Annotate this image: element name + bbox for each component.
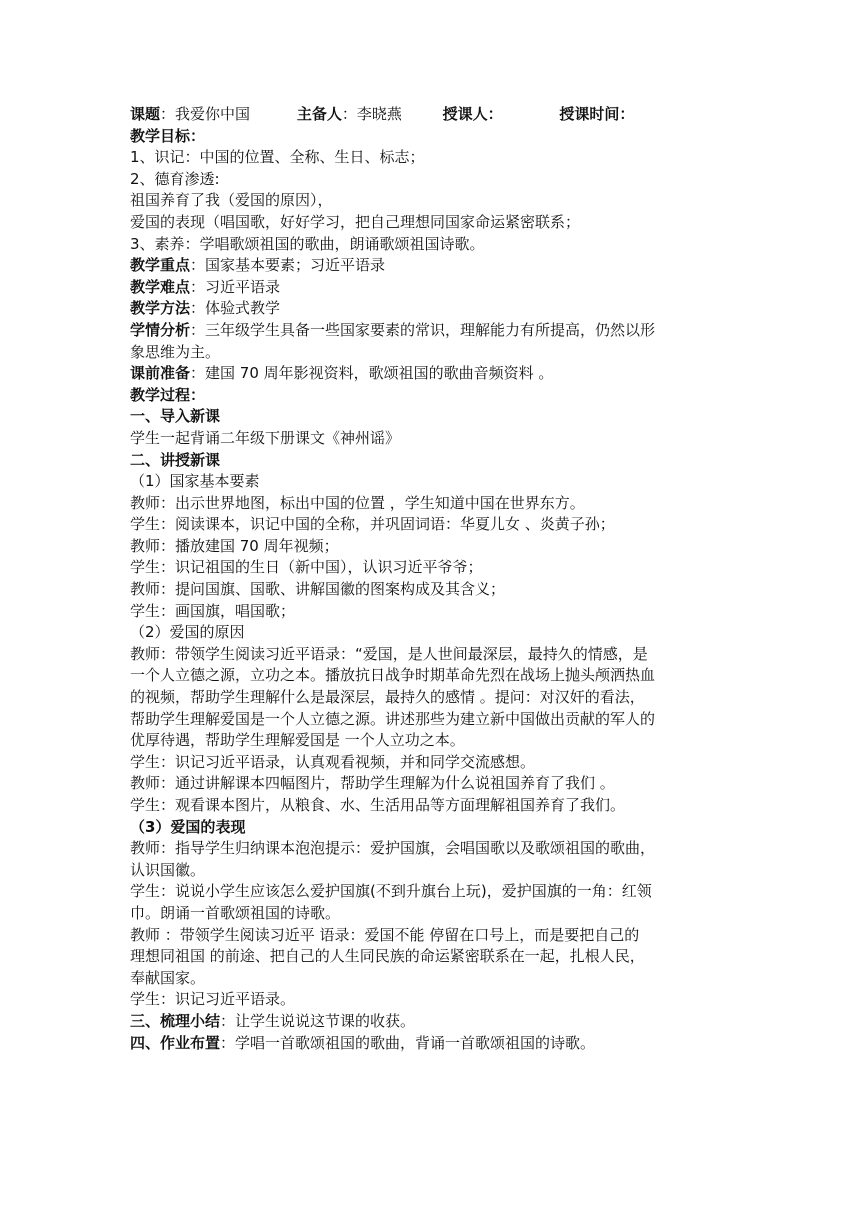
teacher-label: 授课人：	[442, 105, 503, 123]
prep-row	[130, 363, 762, 385]
part-2-line: 帮助学生理解爱国是一个人立德之源。讲述那些为建立新中国做出贡献的军人的	[130, 709, 656, 728]
part-2-heading: （2）爱国的原因	[130, 623, 245, 642]
section-1-heading: 一、导入新课	[130, 407, 221, 426]
topic-value: ：我爱你中国	[160, 105, 251, 123]
section-4-value: ：学唱一首歌颂祖国的歌曲，背诵一首歌颂祖国的诗歌。	[220, 1033, 596, 1052]
analysis-continuation: 象思维为主。	[130, 342, 221, 361]
part-3-line: 教师 ：带领学生阅读习近平 语录：爱国不能 停留在口号上，而是要把自己的	[130, 925, 640, 944]
part-3-line: 认识国徽。	[130, 860, 206, 879]
difficulty-value: ：习近平语录	[190, 277, 281, 296]
topic-label: 课题	[130, 105, 161, 123]
preparer-label: 主备人	[296, 105, 342, 123]
part-1-line: 学生：识记祖国的生日（新中国），认识习近平爷爷；	[130, 558, 483, 577]
time-label: 授课时间：	[559, 105, 635, 123]
method-label: 教学方法	[130, 299, 191, 318]
part-1-line: 学生：画国旗，唱国歌；	[130, 601, 296, 620]
difficulty-label: 教学难点	[130, 277, 191, 296]
goal-item-2b: 爱国的表现（唱国歌，好好学习，把自己理想同国家命运紧密联系；	[130, 212, 581, 231]
goals-heading: 教学目标：	[130, 126, 206, 145]
part-2-line: 教师：通过讲解课本四幅图片，帮助学生理解为什么说祖国养育了我们 。	[130, 774, 615, 793]
part-3-heading: （3）爱国的表现	[130, 817, 246, 836]
preparer-value: ：李晓燕	[341, 105, 402, 123]
lesson-plan-document	[130, 104, 762, 1054]
topic-field	[130, 104, 250, 126]
goal-item-1: 1、识记：中国的位置、全称、生日、标志；	[130, 148, 425, 167]
part-3-line: 学生：识记习近平语录。	[130, 990, 296, 1009]
part-3-line: 理想同祖国 的前途、把自己的人生同民族的命运紧密联系在一起，扎根人民，	[130, 947, 645, 966]
process-heading: 教学过程：	[130, 385, 206, 404]
section-3-label: 三、梳理小结	[130, 1011, 221, 1030]
method-value: ：体验式教学	[190, 299, 281, 318]
part-3-line: 奉献国家。	[130, 968, 206, 987]
prep-value: ：建国 70 周年影视资料，歌颂祖国的歌曲音频资料 。	[190, 364, 554, 383]
goal-item-2: 2、德育渗透:	[130, 169, 220, 188]
key-points-row	[130, 255, 762, 277]
analysis-row	[130, 320, 762, 342]
analysis-value: ：三年级学生具备一些国家要素的常识，理解能力有所提高，仍然以形	[190, 320, 656, 339]
part-1-line: 学生：阅读课本，识记中国的全称，并巩固词语：华夏儿女 、炎黄子孙；	[130, 515, 615, 534]
difficulty-row	[130, 277, 762, 299]
method-row	[130, 298, 762, 320]
part-2-line: 的视频，帮助学生理解什么是最深层，最持久的感情 。提问：对汉奸的看法，	[130, 688, 645, 707]
part-1-line: 教师：播放建国 70 周年视频；	[130, 536, 339, 555]
part-2-line: 一个人立德之源，立功之本。播放抗日战争时期革命先烈在战场上抛头颅洒热血	[130, 666, 656, 685]
key-points-value: ：国家基本要素；习近平语录	[190, 256, 386, 275]
preparer-field	[297, 104, 402, 126]
goal-item-3: 3、素养：学唱歌颂祖国的歌曲，朗诵歌颂祖国诗歌。	[130, 234, 485, 253]
goal-item-2a: 祖国养育了我（爱国的原因），	[130, 191, 333, 210]
analysis-label: 学情分析	[130, 320, 191, 339]
part-3-line: 巾。朗诵一首歌颂祖国的诗歌。	[130, 903, 341, 922]
prep-label: 课前准备	[130, 364, 191, 383]
part-3-line: 教师：指导学生归纳课本泡泡提示：爱护国旗，会唱国歌以及歌颂祖国的歌曲，	[130, 839, 656, 858]
section-4-row	[130, 1033, 762, 1055]
section-4-label: 四、作业布置	[130, 1033, 221, 1052]
part-2-line: 学生：识记习近平语录，认真观看视频，并和同学交流感想。	[130, 752, 536, 771]
key-points-label: 教学重点	[130, 256, 191, 275]
section-3-value: ：让学生说说这节课的收获。	[220, 1011, 416, 1030]
part-1-heading: （1）国家基本要素	[130, 472, 260, 491]
part-2-line: 教师：带领学生阅读习近平语录：“爱国，是人世间最深层，最持久的情感，是	[130, 644, 648, 663]
part-2-line: 学生：观看课本图片，从粮食、水、生活用品等方面理解祖国养育了我们。	[130, 796, 626, 814]
header-row	[130, 104, 762, 126]
section-3-row	[130, 1011, 762, 1033]
part-2-line: 优厚待遇，帮助学生理解爱国是 一个人立功之本。	[130, 731, 465, 750]
section-2-heading: 二、讲授新课	[130, 450, 221, 469]
section-1-line: 学生一起背诵二年级下册课文《神州谣》	[130, 428, 401, 447]
part-1-line: 教师：提问国旗、国歌、讲解国徽的图案构成及其含义；	[130, 580, 506, 599]
part-1-line: 教师：出示世界地图，标出中国的位置 ，学生知道中国在世界东方。	[130, 493, 585, 512]
part-3-line: 学生：说说小学生应该怎么爱护国旗(不到升旗台上玩)，爱护国旗的一角：红领	[130, 882, 652, 901]
